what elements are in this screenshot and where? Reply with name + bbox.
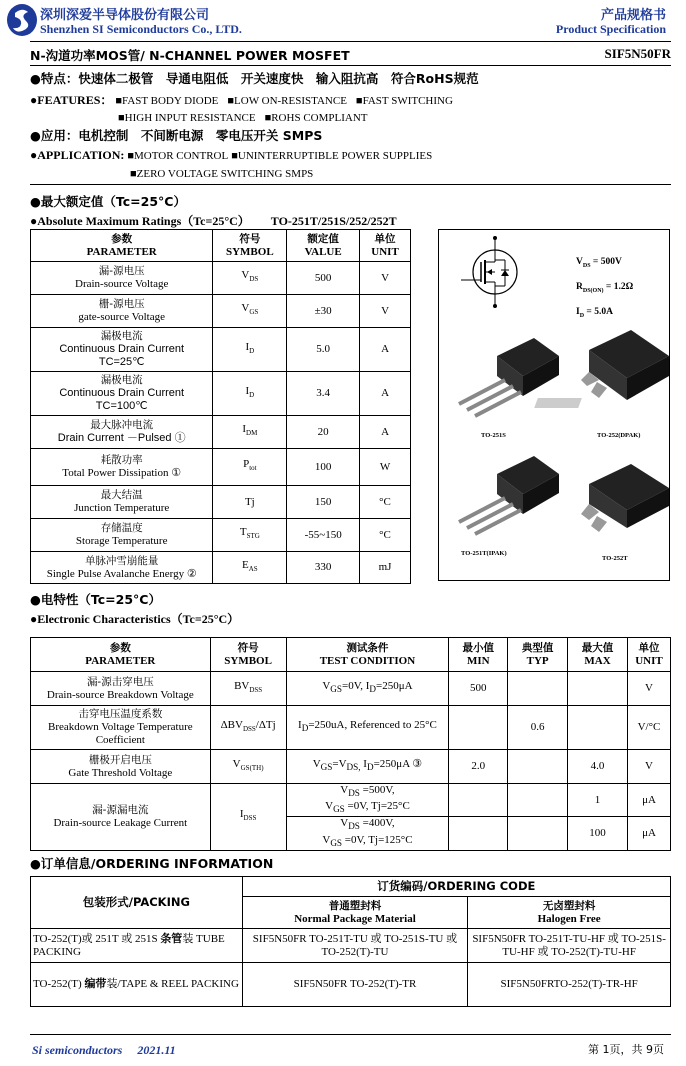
package-label: TO-252(DPAK): [597, 432, 641, 439]
table-header-row: 普通塑封料 Normal Package Material 无卤塑封料 Halogen Free: [31, 897, 671, 929]
header-parameter: 参数 PARAMETER: [31, 230, 213, 262]
to252t-package-icon: [581, 464, 669, 532]
ordering-table: [30, 876, 671, 1007]
application-en: [30, 148, 432, 163]
application-item: ■UNINTERRUPTIBLE POWER SUPPLIES: [231, 150, 433, 162]
table-row: 存储温度 Storage Temperature $T_{STG}$ -55~150 °C: [31, 519, 411, 552]
page-header: [0, 0, 686, 44]
feature-item: ■ROHS COMPLIANT: [264, 112, 368, 124]
header-value: 额定值 VALUE: [287, 230, 360, 262]
application-en-line2: [130, 166, 313, 181]
table-header-row: 包装形式/PACKING 订货编码/ORDERING CODE: [31, 877, 671, 897]
footer-brand: Si semiconductors 2021.11: [32, 1043, 176, 1057]
application-item: ■ZERO VOLTAGE SWITCHING SMPS: [130, 168, 314, 180]
product-name: N-沟道功率MOS管/ N-CHANNEL POWER MOSFET: [30, 48, 350, 63]
electronic-title-en: ●Electronic Characteristics（Tc=25°C）: [30, 612, 240, 626]
mosfet-symbol-icon: [439, 230, 671, 582]
package-illustration-box: [438, 229, 670, 581]
company-logo-icon: [6, 3, 38, 37]
package-label: TO-252T: [602, 555, 628, 562]
table-row: 击穿电压温度系数 Breakdown Voltage Temperature Coefficient $\Delta BV_{DSS}$/ΔTj $I_D=250uA$, Referenced to 25°C 0.6 V/°C: [31, 706, 671, 750]
spec-rds: $R_{DS(ON)} = 1.2\Omega$: [576, 281, 634, 294]
table-row: $V_{DS} =400V$, $V_{GS} =0V$, Tj=125°C 100 μA: [31, 817, 671, 850]
company-name-cn: 深圳深爱半导体股份有限公司: [40, 8, 210, 23]
table-row: 漏-源击穿电压 Drain-source Breakdown Voltage $BV_{DSS}$ $V_{GS}=0V$, $I_D=250\mu A$ 500 V: [31, 672, 671, 706]
section-divider: [30, 184, 671, 185]
spec-title-cn: 产品规格书: [600, 8, 666, 23]
title-divider: [30, 65, 671, 66]
table-row: 栅-源电压 gate-source Voltage $V_{GS}$ ±30 V: [31, 295, 411, 328]
ordering-title: ●订单信息/ORDERING INFORMATION: [30, 856, 274, 871]
electronic-table: [30, 637, 671, 851]
part-number: SIF5N50FR: [604, 46, 671, 61]
table-row: 耗散功率 Total Power Dissipation ① $P_{tot}$ 100 W: [31, 449, 411, 486]
table-row: 最大脉冲电流 Drain Current －Pulsed ① $I_{DM}$ 20 A: [31, 416, 411, 449]
abs-max-table: [30, 229, 411, 584]
page-number: 第 1页，共 9页: [588, 1043, 664, 1056]
spec-vds: $V_{DS} = 500V$: [576, 257, 622, 269]
spec-id: $I_D = 5.0A$: [576, 306, 613, 319]
feature-item: ■LOW ON-RESISTANCE: [227, 95, 347, 107]
header-symbol: 符号 SYMBOL: [213, 230, 287, 262]
document-title-row: [30, 46, 671, 64]
abs-max-title-en-text: ●Absolute Maximum Ratings（Tc=25°C）: [30, 214, 250, 228]
package-label: TO-251T(IPAK): [461, 550, 507, 557]
footer-divider: [30, 1034, 671, 1035]
table-row: 栅极开启电压 Gate Threshold Voltage $V_{GS(TH)}$ $V_{GS}=V_{DS,}$ $I_D=250\mu A$ ③ 2.0 4.0 V: [31, 750, 671, 784]
application-label: ●APPLICATION:: [30, 148, 125, 162]
abs-max-title-en: [30, 212, 397, 229]
abs-max-title-cn: ●最大额定值（Tc=25°C）: [30, 194, 186, 209]
electronic-title-cn: ●电特性（Tc=25°C）: [30, 592, 161, 607]
feature-item: ■HIGH INPUT RESISTANCE: [118, 112, 256, 124]
table-row: 漏-源电压 Drain-source Voltage $V_{DS}$ 500 V: [31, 262, 411, 295]
table-row: 漏-源漏电流 Drain-source Leakage Current $I_{DSS}$ $V_{DS} =500V$, $V_{GS} =0V$, Tj=25°C 1 μA: [31, 784, 671, 817]
table-row: 最大结温 Junction Temperature Tj 150 °C: [31, 486, 411, 519]
table-row: 漏极电流 Continuous Drain Current TC=100℃ $I_D$ 3.4 A: [31, 372, 411, 416]
features-en: [30, 91, 453, 108]
header-divider: [30, 41, 671, 42]
features-en-line2: [118, 110, 367, 125]
table-row: 单脉冲雪崩能量 Single Pulse Avalanche Energy ② $E_{AS}$ 330 mJ: [31, 552, 411, 584]
table-header-row: [31, 230, 411, 262]
table-row: TO-252(T)或 251T 或 251S 条管装 TUBE PACKING SIF5N50FR TO-251T-TU 或 TO-251S-TU 或 TO-252(T)-TU SIF5N50FR TO-251T-TU-HF 或 TO-251S-TU-HF 或 TO-252(T)-TU-HF: [31, 929, 671, 963]
application-item: ■MOTOR CONTROL: [127, 150, 229, 162]
package-label: TO-251S: [481, 432, 506, 439]
key-specs: [576, 252, 633, 327]
table-row: 漏极电流 Continuous Drain Current TC=25℃ $I_D$ 5.0 A: [31, 328, 411, 372]
feature-item: ■FAST SWITCHING: [355, 95, 453, 107]
header-unit: 单位 UNIT: [360, 230, 411, 262]
abs-max-packages: TO-251T/251S/252/252T: [270, 214, 397, 228]
features-label: ●FEATURES：: [30, 93, 113, 107]
feature-item: ■FAST BODY DIODE: [115, 95, 219, 107]
application-cn: ●应用：电机控制 不间断电源 零电压开关 SMPS: [30, 128, 323, 143]
table-row: TO-252(T) 编带装/TAPE & REEL PACKING SIF5N50FR TO-252(T)-TR SIF5N50FRTO-252(T)-TR-HF: [31, 963, 671, 1007]
to251t-ipak-package-icon: [459, 456, 559, 534]
table-header-row: 参数 PARAMETER 符号 SYMBOL 测试条件 TEST CONDITION 最小值 MIN 典型值 TYP 最大值 MAX 单位 UNIT: [31, 638, 671, 672]
spec-title-en: Product Specification: [555, 22, 666, 36]
company-name-en: Shenzhen SI Semiconductors Co., LTD.: [40, 22, 242, 36]
features-cn: ●特点：快速体二极管 导通电阻低 开关速度快 输入阻抗高 符合RoHS规范: [30, 71, 479, 86]
